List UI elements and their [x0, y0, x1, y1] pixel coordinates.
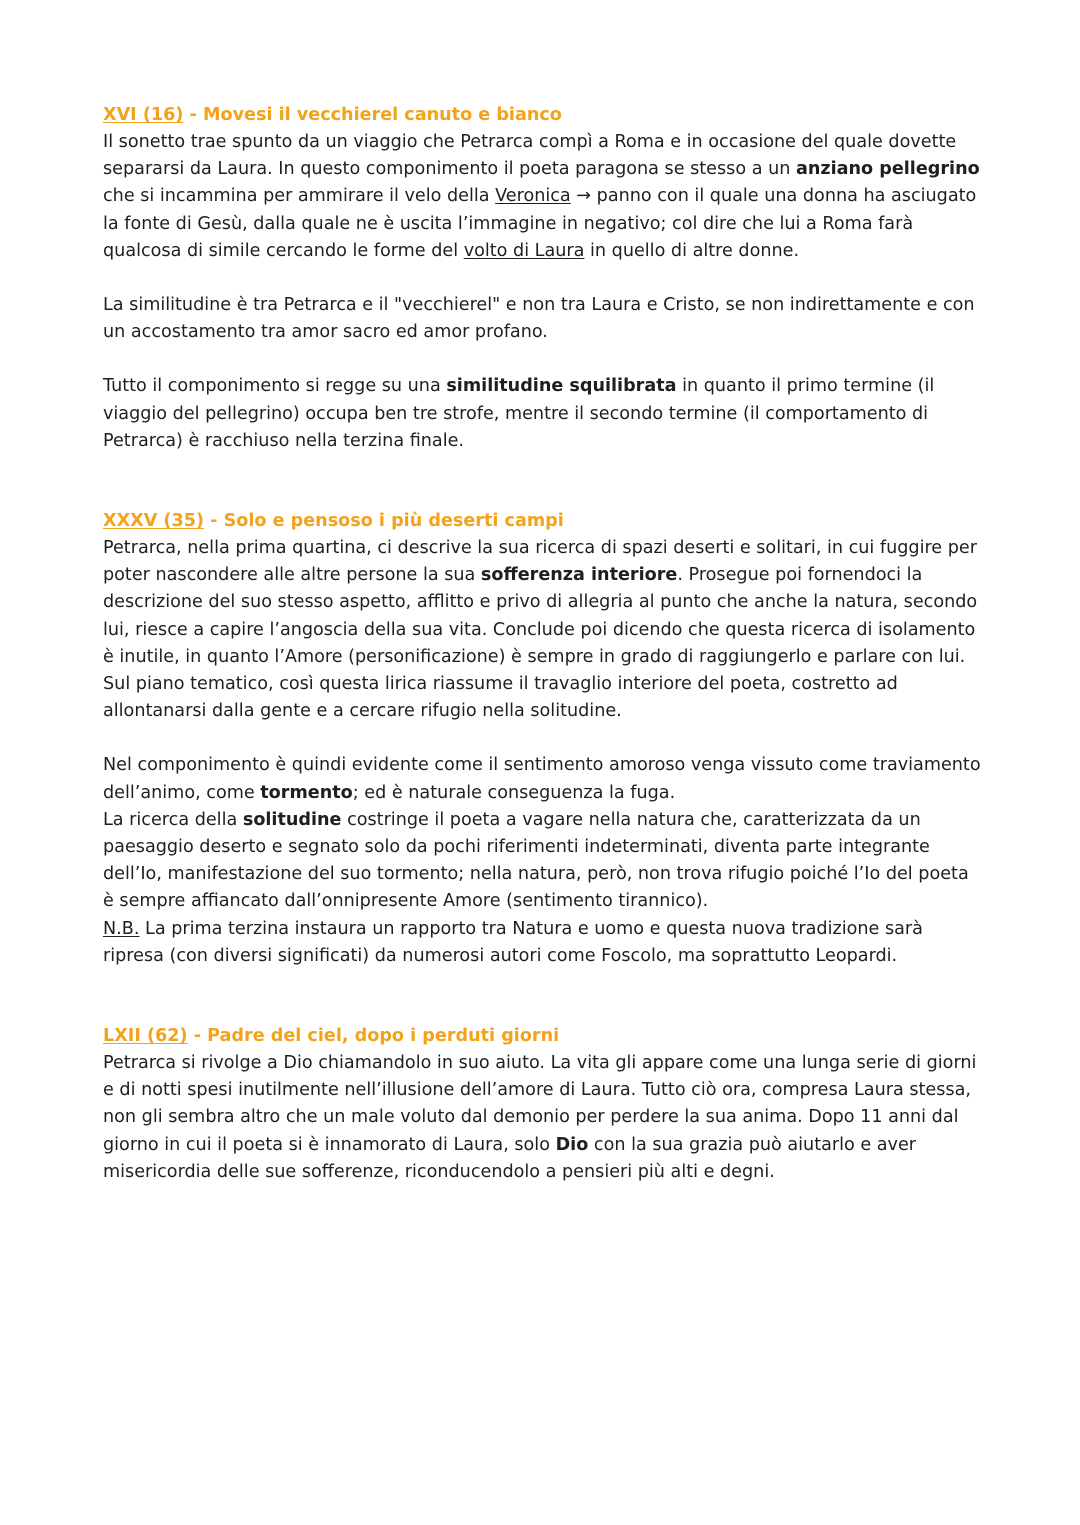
section-sonnet-35	[103, 508, 983, 970]
section-sonnet-16	[103, 102, 983, 455]
text-run: → panno con il quale una donna ha asciugato la fonte di Gesù, dalla quale ne è uscita l’immagine in negativo; col dire che lui a Roma farà qualcosa di simile cercando le forme del	[103, 186, 977, 261]
section-heading	[103, 102, 983, 129]
paragraph	[103, 373, 983, 455]
text-run: Tutto il componimento si regge su una	[103, 376, 447, 397]
text-run: ; ed è naturale conseguenza la fuga.	[352, 782, 676, 803]
underlined-text: Veronica	[495, 186, 571, 207]
bold-text: tormento	[260, 782, 353, 803]
text-run: costringe il poeta a vagare nella natura che, caratterizzata da un paesaggio deserto e segnato solo da pochi riferimenti indeterminati, diventa parte integrante dell’Io, manifestazione del suo tormento; nella natura, però, non trova rifugio poiché l’Io del poeta è sempre affiancato dall’onnipresente Amore (sentimento tirannico).	[103, 809, 969, 912]
sonnet-number: XXXV (35)	[103, 511, 205, 532]
section-heading	[103, 508, 983, 535]
document-page	[103, 102, 983, 1186]
paragraph	[103, 129, 983, 265]
sonnet-number: LXII (62)	[103, 1026, 188, 1047]
section-sonnet-62	[103, 1023, 983, 1186]
text-run: con la sua grazia può aiutarlo e aver misericordia delle sue sofferenze, riconducendolo a pensieri più alti e degni.	[103, 1134, 917, 1182]
text-run: . Prosegue poi fornendoci la descrizione del suo stesso aspetto, afflitto e privo di allegria al punto che anche la natura, secondo lui, riesce a capire l’angoscia della sua vita. Conclude poi dicendo che questa ricerca di isolamento è inutile, in quanto l’Amore (personificazione) è sempre in grado di raggiungerlo e parlare con lui. Sul piano tematico, così questa lirica riassume il travaglio interiore del poeta, costretto ad allontanarsi dalla gente e a cercare rifugio nella solitudine.	[103, 565, 978, 722]
paragraph	[103, 535, 983, 725]
sonnet-title: Solo e pensoso i più deserti campi	[223, 511, 564, 532]
heading-separator: -	[183, 105, 203, 125]
text-run: in quello di altre donne.	[584, 240, 800, 261]
sonnet-number: XVI (16)	[103, 105, 184, 125]
text-run: che si incammina per ammirare il velo della	[103, 186, 496, 207]
text-run: Il sonetto trae spunto da un viaggio che Petrarca compì a Roma e in occasione del quale dovette separarsi da Laura. In questo componimento il poeta paragona se stesso a un	[103, 132, 957, 180]
text-run: La prima terzina instaura un rapporto tra Natura e uomo e questa nuova tradizione sarà ripresa (con diversi significati) da numerosi autori come Foscolo, ma soprattutto Leopardi.	[103, 918, 923, 966]
paragraph	[103, 807, 983, 916]
underlined-text: volto di Laura	[463, 240, 585, 261]
paragraph	[103, 916, 983, 970]
section-heading	[103, 1023, 983, 1050]
bold-text: anziano pellegrino	[795, 159, 980, 180]
paragraph	[103, 1050, 983, 1186]
text-run: Petrarca si rivolge a Dio chiamandolo in suo aiuto. La vita gli appare come una lunga serie di giorni e di notti spesi inutilmente nell’illusione dell’amore di Laura. Tutto ciò ora, compresa Laura stessa, non gli sembra altro che un male voluto dal demonio per perdere la sua anima. Dopo 11 anni dal giorno in cui il poeta si è innamorato di Laura, solo	[103, 1053, 977, 1155]
bold-text: similitudine squilibrata	[446, 376, 677, 397]
bold-text: solitudine	[242, 809, 342, 830]
text-run: Petrarca, nella prima quartina, ci descrive la sua ricerca di spazi deserti e solitari, in cui fuggire per poter nascondere alle altre persone la sua	[103, 538, 977, 586]
text-run: Nel componimento è quindi evidente come il sentimento amoroso venga vissuto come traviamento dell’animo, come	[103, 755, 981, 803]
heading-separator: -	[187, 1026, 208, 1047]
sonnet-title: Padre del ciel, dopo i perduti giorni	[207, 1026, 560, 1047]
heading-separator: -	[204, 511, 224, 532]
nota-bene-label: N.B.	[103, 918, 140, 939]
bold-text: sofferenza interiore	[480, 565, 678, 586]
sonnet-title: Movesi il vecchierel canuto e bianco	[202, 105, 562, 125]
paragraph	[103, 752, 983, 806]
text-run: La ricerca della	[103, 809, 243, 830]
bold-text: Dio	[555, 1134, 589, 1155]
paragraph: La similitudine è tra Petrarca e il "vecchierel" e non tra Laura e Cristo, se non indirettamente e con un accostamento tra amor sacro ed amor profano.	[103, 295, 975, 343]
text-run: in quanto il primo termine (il viaggio del pellegrino) occupa ben tre strofe, mentre il secondo termine (il comportamento di Petrarca) è racchiuso nella terzina finale.	[103, 376, 935, 451]
